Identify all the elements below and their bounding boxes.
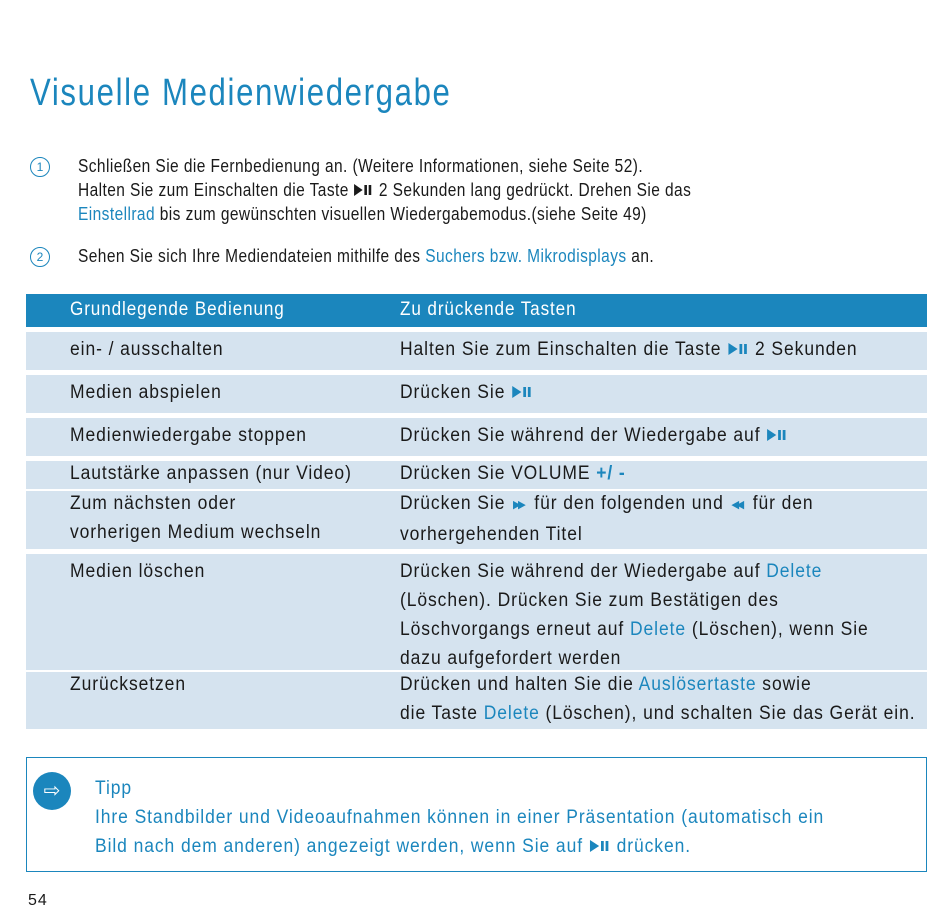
row-keys: Drücken Sie während der Wiedergabe auf xyxy=(400,425,761,446)
play-pause-icon xyxy=(767,428,787,442)
tip-line-2b: drücken. xyxy=(616,836,692,857)
step-1-line-2b: 2 Sekunden lang gedrückt. Drehen Sie das xyxy=(378,180,692,200)
row-keys-line-2: (Löschen). Drücken Sie zum Bestätigen des xyxy=(400,590,779,611)
row-keys-b: 2 Sekunden xyxy=(755,339,858,360)
einstellrad-link[interactable]: Einstellrad xyxy=(78,204,156,224)
table-row xyxy=(26,461,927,489)
row-keys: Halten Sie zum Einschalten die Taste xyxy=(400,339,722,360)
step-1-line-2a: Halten Sie zum Einschalten die Taste xyxy=(78,180,349,200)
row-keys-b: sowie xyxy=(762,674,812,695)
delete-link[interactable]: Delete xyxy=(483,703,540,724)
step-2-text-b: an. xyxy=(631,246,655,266)
row-keys: Drücken und halten Sie die xyxy=(400,674,634,695)
play-pause-icon xyxy=(512,385,532,399)
header-keys: Zu drückende Tasten xyxy=(400,299,577,320)
play-pause-icon xyxy=(728,342,748,356)
tip-box xyxy=(26,757,927,872)
row-keys-line-2: vorhergehenden Titel xyxy=(400,524,583,545)
row-op: Medienwiedergabe stoppen xyxy=(70,425,307,446)
page-number: 54 xyxy=(28,892,48,909)
delete-link[interactable]: Delete xyxy=(766,561,823,582)
table-row xyxy=(26,554,927,670)
row-keys-line-4: dazu aufgefordert werden xyxy=(400,648,622,669)
row-keys-line-3b: (Löschen), wenn Sie xyxy=(691,619,869,640)
volume-plus: +/ xyxy=(596,463,614,484)
row-op: Lautstärke anpassen (nur Video) xyxy=(70,463,352,484)
row-op: ein- / ausschalten xyxy=(70,339,224,360)
table-row xyxy=(26,491,927,549)
row-op: Zurücksetzen xyxy=(70,674,186,695)
table-row xyxy=(26,418,927,456)
row-op-line-2: vorherigen Medium wechseln xyxy=(70,522,322,543)
arrow-right-icon: ⇨ xyxy=(33,772,71,810)
operations-table xyxy=(26,294,927,729)
step-2-text-a: Sehen Sie sich Ihre Mediendateien mithilfe des xyxy=(78,246,421,266)
row-keys-c: für den xyxy=(752,493,814,514)
table-row xyxy=(26,332,927,370)
step-1-line-3: bis zum gewünschten visuellen Wiedergabemodus.(siehe Seite 49) xyxy=(159,204,647,224)
row-keys: Drücken Sie VOLUME xyxy=(400,463,591,484)
tip-line-1: Ihre Standbilder und Videoaufnahmen können in einer Präsentation (automatisch ein xyxy=(95,807,825,828)
row-keys-line-2a: die Taste xyxy=(400,703,478,724)
row-keys-line-3a: Löschvorgangs erneut auf xyxy=(400,619,625,640)
row-keys: Drücken Sie xyxy=(400,382,506,403)
rewind-icon: ◀◀ xyxy=(731,499,742,511)
tip-line-2a: Bild nach dem anderen) angezeigt werden, wenn Sie auf xyxy=(95,836,583,857)
play-pause-icon xyxy=(590,839,610,853)
table-row xyxy=(26,375,927,413)
row-op-line-1: Zum nächsten oder xyxy=(70,493,237,514)
table-row xyxy=(26,672,927,729)
row-keys-line-2b: (Löschen), und schalten Sie das Gerät ein. xyxy=(545,703,916,724)
play-pause-icon xyxy=(354,183,373,197)
header-operation: Grundlegende Bedienung xyxy=(70,299,285,320)
step-number-1: 1 xyxy=(30,157,50,177)
fast-forward-icon: ▶▶ xyxy=(512,499,524,511)
volume-minus: - xyxy=(618,463,626,484)
delete-link[interactable]: Delete xyxy=(630,619,687,640)
tip-heading: Tipp xyxy=(95,778,133,799)
row-op: Medien abspielen xyxy=(70,382,222,403)
sucher-link[interactable]: Suchers bzw. Mikrodisplays xyxy=(425,246,627,266)
step-number-2: 2 xyxy=(30,247,50,267)
row-keys-b: für den folgenden und xyxy=(534,493,724,514)
ausloesertaste-link[interactable]: Auslösertaste xyxy=(638,674,757,695)
row-keys: Drücken Sie xyxy=(400,493,506,514)
page-title: Visuelle Medienwiedergabe xyxy=(30,72,452,114)
row-op: Medien löschen xyxy=(70,561,206,582)
row-keys: Drücken Sie während der Wiedergabe auf xyxy=(400,561,761,582)
table-header xyxy=(26,294,927,327)
step-1-line-1: Schließen Sie die Fernbedienung an. (Weitere Informationen, siehe Seite 52). xyxy=(78,156,644,176)
